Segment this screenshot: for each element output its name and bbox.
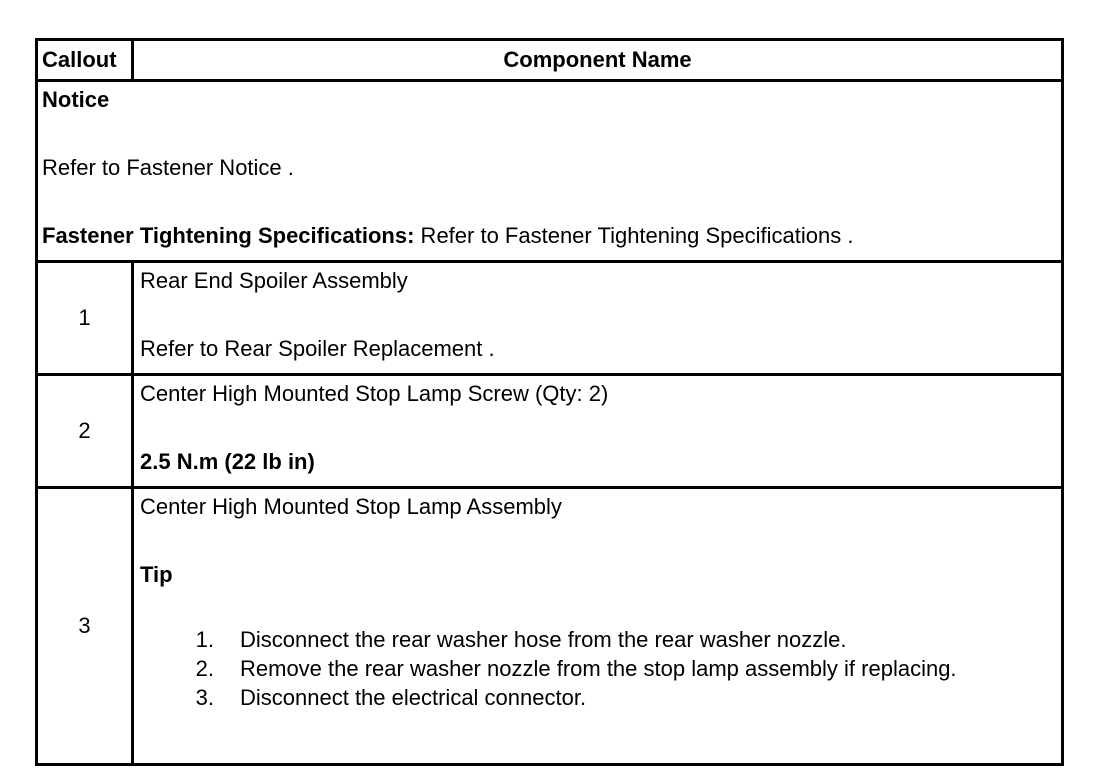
table-row	[37, 262, 1063, 375]
component-detail: Refer to Rear Spoiler Replacement .	[140, 336, 495, 361]
step-number: 3.	[195, 685, 214, 710]
component-name: Center High Mounted Stop Lamp Screw (Qty: 2)	[140, 381, 609, 406]
callout-number: 2	[37, 375, 133, 488]
callout-number: 3	[37, 488, 133, 765]
callout-header: Callout	[37, 40, 133, 81]
tip-label: Tip	[140, 562, 173, 587]
step-text: Disconnect the rear washer hose from the rear washer nozzle.	[240, 627, 847, 652]
callout-number: 1	[37, 262, 133, 375]
step-number: 1.	[195, 627, 214, 652]
list-item	[140, 654, 1061, 683]
fastener-spec-label: Fastener Tightening Specifications:	[42, 223, 415, 248]
tip-steps-list	[140, 625, 1061, 712]
torque-spec: 2.5 N.m (22 lb in)	[140, 449, 315, 474]
list-item	[140, 683, 1061, 712]
component-cell	[133, 375, 1063, 488]
notice-title: Notice	[42, 87, 110, 112]
fastener-spec-line	[42, 224, 1061, 248]
component-table	[35, 38, 1064, 766]
notice-row	[37, 81, 1063, 262]
notice-text: Refer to Fastener Notice .	[42, 155, 294, 180]
notice-cell	[37, 81, 1063, 262]
table-row	[37, 375, 1063, 488]
step-text: Remove the rear washer nozzle from the stop lamp assembly if replacing.	[240, 656, 957, 681]
fastener-spec-text: Refer to Fastener Tightening Specifications .	[414, 223, 854, 248]
step-number: 2.	[195, 656, 214, 681]
step-text: Disconnect the electrical connector.	[240, 685, 587, 710]
component-name: Rear End Spoiler Assembly	[140, 268, 408, 293]
component-name: Center High Mounted Stop Lamp Assembly	[140, 494, 562, 519]
header-row	[37, 40, 1063, 81]
component-cell	[133, 262, 1063, 375]
component-name-header: Component Name	[133, 40, 1063, 81]
list-item	[140, 625, 1061, 654]
table-row	[37, 488, 1063, 765]
component-cell	[133, 488, 1063, 765]
